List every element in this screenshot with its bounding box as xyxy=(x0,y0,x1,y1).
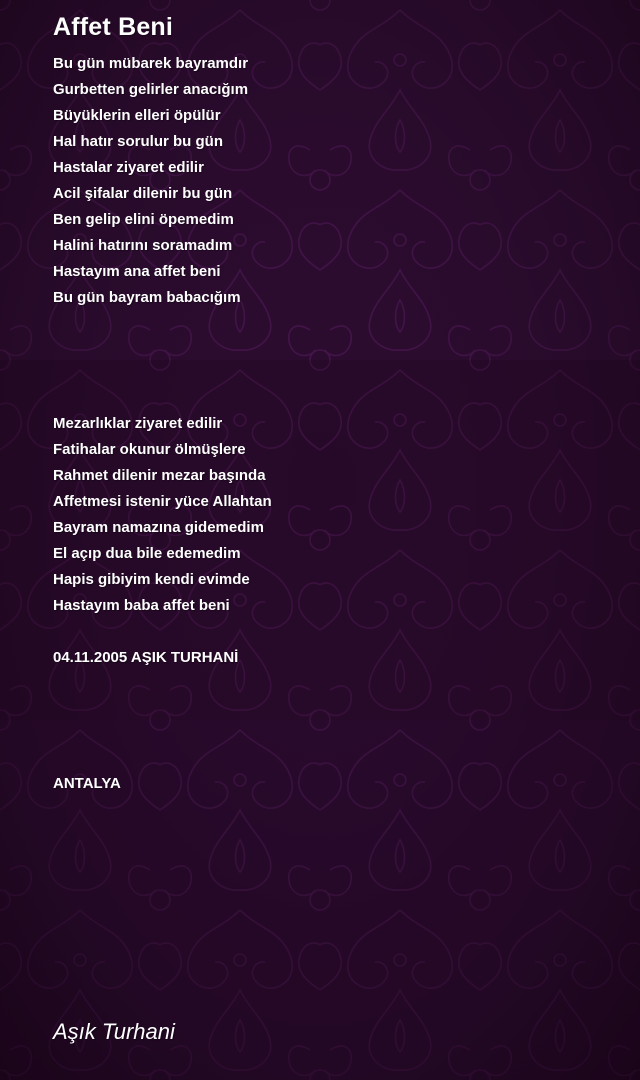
place-name: ANTALYA xyxy=(53,775,121,792)
poem-line: Büyüklerin elleri öpülür xyxy=(53,107,221,124)
stanza-1 xyxy=(53,51,248,311)
poem-title: Affet Beni xyxy=(53,13,174,41)
poem-line: Affetmesi istenir yüce Allahtan xyxy=(53,493,272,510)
poem-line: Hastalar ziyaret edilir xyxy=(53,159,204,176)
poem-line: Hapis gibiyim kendi evimde xyxy=(53,571,250,588)
poem-line: Halini hatırını soramadım xyxy=(53,237,233,254)
poem-line: Hastayım baba affet beni xyxy=(53,597,230,614)
stanza-2 xyxy=(53,411,272,619)
signature-date: 04.11.2005 AŞIK TURHANİ xyxy=(53,649,239,666)
poem-line: El açıp dua bile edemedim xyxy=(53,545,241,562)
poem-line: Mezarlıklar ziyaret edilir xyxy=(53,415,223,432)
poem-line: Rahmet dilenir mezar başında xyxy=(53,467,266,484)
poem-line: Bu gün bayram babacığım xyxy=(53,289,241,306)
poem-line: Gurbetten gelirler anacığım xyxy=(53,81,249,98)
poem-line: Acil şifalar dilenir bu gün xyxy=(53,185,233,202)
poem-line: Bayram namazına gidemedim xyxy=(53,519,264,536)
poem-line: Bu gün mübarek bayramdır xyxy=(53,55,249,72)
author-name: Aşık Turhani xyxy=(53,1019,175,1044)
poem-line: Fatihalar okunur ölmüşlere xyxy=(53,441,246,458)
poem-line: Hastayım ana affet beni xyxy=(53,263,221,280)
poem-line: Ben gelip elini öpemedim xyxy=(53,211,234,228)
poem-line: Hal hatır sorulur bu gün xyxy=(53,133,224,150)
